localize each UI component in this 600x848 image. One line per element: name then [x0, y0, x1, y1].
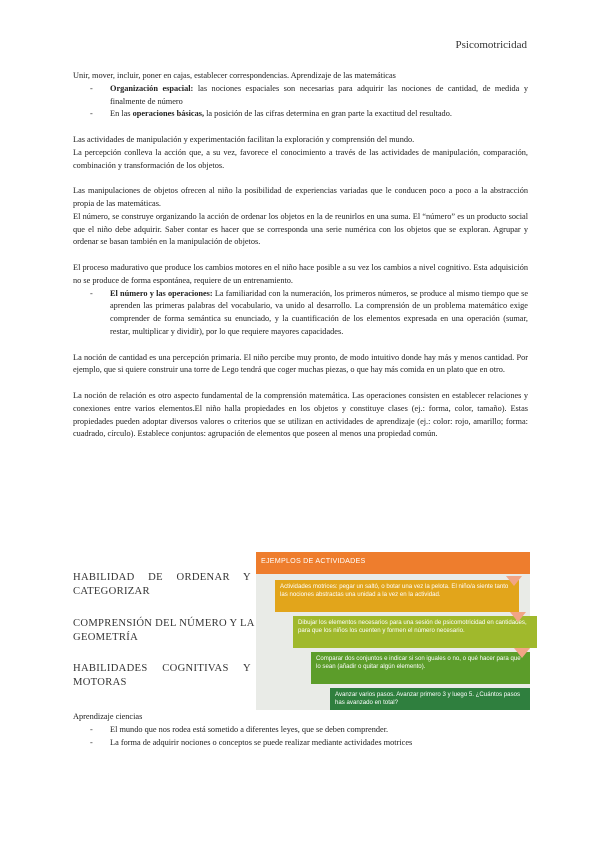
bullet-prefix: En las — [110, 109, 133, 119]
bullet-text: las nociones espaciales son necesarias para adquirir las nociones de cantidad, de medida y finalmente de número — [110, 83, 528, 106]
list-item: - El mundo que nos rodea está sometido a diferentes leyes, que se deben comprender. — [110, 723, 528, 736]
numero-bullet-list — [73, 288, 528, 339]
arrow-down-icon — [510, 612, 526, 622]
paragraph-manipulacion: Las actividades de manipulación y experimentación facilitan la exploración y comprensión del mundo. — [73, 134, 415, 144]
bullet-term: El número y las operaciones: — [110, 288, 213, 298]
document-body — [73, 70, 528, 441]
bullet-text: la posición de las cifras determina en gran parte la exactitud del resultado. — [204, 109, 452, 119]
paragraph-proceso-madurativo: El proceso madurativo que produce los cambios motores en el niño hace posible a su vez los cambios a nivel cognitivo. Esta adquisición no se produce de forma espontánea, requiere de un entrenamiento. — [73, 262, 528, 285]
bullet-organizacion-espacial — [110, 83, 528, 109]
bullet-text: La familiaridad con la numeración, los primeros números, se produce al mismo tiempo que se aprenden las primeras palabras del vocabulario, va unido al desarrollo. La comprensión de un problema matemático exige comprender de forma semántica su enunciado, y la cuantificación de los elementos expresada en una operación (sumar, restar, multiplicar y dividir), por lo que requiere mayores capacidades. — [110, 288, 529, 336]
arrow-down-icon — [514, 648, 530, 658]
diagram-header — [256, 552, 530, 574]
activities-diagram — [256, 552, 530, 710]
diagram-step-1 — [275, 580, 519, 612]
diagram-step-4 — [330, 688, 530, 710]
bullet-term: Organización espacial: — [110, 83, 194, 93]
step-text: Dibujar los elementos necesarios para una sesión de psicomotricidad en cantidades, para que los niños los cuenten y formen el número necesario. — [298, 619, 527, 634]
diagram-step-3 — [311, 652, 530, 684]
page-header-title: Psicomotricidad — [455, 39, 527, 51]
bullet-term: operaciones básicas, — [132, 109, 205, 119]
section-heading-line1: HABILIDADES COGNITIVAS Y — [73, 663, 251, 674]
ciencias-title: Aprendizaje ciencias — [73, 712, 143, 721]
section-heading-habilidades — [73, 662, 251, 690]
paragraph-nocion-cantidad: La noción de cantidad es una percepción primaria. El niño percibe muy pronto, de modo intuitivo donde hay más y menos cantidad. Por ejemplo, que si quiere construir una torre de Lego tendrá que coger muchas piezas, o que hay más comida en un plato que en otro. — [73, 352, 528, 375]
section-heading-line2: CATEGORIZAR — [73, 586, 150, 597]
paragraph-numero: El número, se construye organizando la acción de ordenar los objetos en la de reunirlos en una suma. El “número” es un producto social que el niño debe adquirir. Saber contar es hacer que se corresponda una serie numérica con los objetos que se exploran. Agrupar y ordenar se basan también en la manipulación de objetos. — [73, 211, 528, 247]
section-heading-line2: MOTORAS — [73, 677, 127, 688]
diagram-step-2 — [293, 616, 537, 648]
section-heading-line1: COMPRENSIÓN DEL NÚMERO Y LA — [73, 618, 255, 629]
step-text: Comparar dos conjuntos e indicar si son iguales o no, o qué hacer para que lo sean (añadir o quitar algún elemento). — [316, 655, 521, 670]
ciencias-bullet-list — [73, 723, 528, 749]
section-heading-line1: HABILIDAD DE ORDENAR Y — [73, 572, 251, 583]
paragraph-nocion-relacion: La noción de relación es otro aspecto fundamental de la comprensión matemática. Las operaciones consisten en establecer relaciones y conexiones entre varios elementos.El niño halla propiedades en los objetos y constituye clases (ej.: forma, color, tamaño). Estas propiedades pueden adoptar diversos valores o criterios que se utilizan en actividades de aprendizaje (ej.: color: rojo, amarillo; forma: cuadrado, círculo). Establece conjuntos: agrupación de elementos que poseen al menos una propiedad común. — [73, 390, 528, 439]
intro-bullet-list — [73, 83, 528, 121]
paragraph-manipulaciones-objetos: Las manipulaciones de objetos ofrecen al niño la posibilidad de experiencias variadas que le conducen poco a poco a la abstracción propia de las matemáticas. — [73, 186, 528, 208]
step-text: Actividades motrices: pegar un saltó, o botar una vez la pelota. El niño/a siente tanto las nociones abstractas una unidad a la vez en la actividad. — [280, 583, 509, 598]
paragraph-percepcion: La percepción conlleva la acción que, a su vez, favorece el conocimiento a través de las actividades de manipulación, comparación, combinación y transformación de los objetos. — [73, 147, 528, 170]
section-heading-numero — [73, 617, 255, 645]
intro-line: Unir, mover, incluir, poner en cajas, establecer correspondencias. Aprendizaje de las matemáticas — [73, 71, 396, 80]
step-text: Avanzar varios pasos. Avanzar primero 3 y luego 5. ¿Cuántos pasos has avanzado en total? — [335, 691, 521, 706]
ciencias-section — [73, 710, 528, 749]
list-item: - La forma de adquirir nociones o conceptos se puede realizar mediante actividades motrices — [110, 736, 528, 749]
bullet-operaciones-basicas — [110, 108, 528, 121]
bullet-numero-operaciones — [110, 288, 528, 339]
diagram-title: EJEMPLOS DE ACTIVIDADES — [261, 556, 366, 565]
section-heading-line2: GEOMETRÍA — [73, 632, 139, 643]
section-heading-ordenar — [73, 571, 251, 599]
arrow-down-icon — [506, 576, 522, 586]
